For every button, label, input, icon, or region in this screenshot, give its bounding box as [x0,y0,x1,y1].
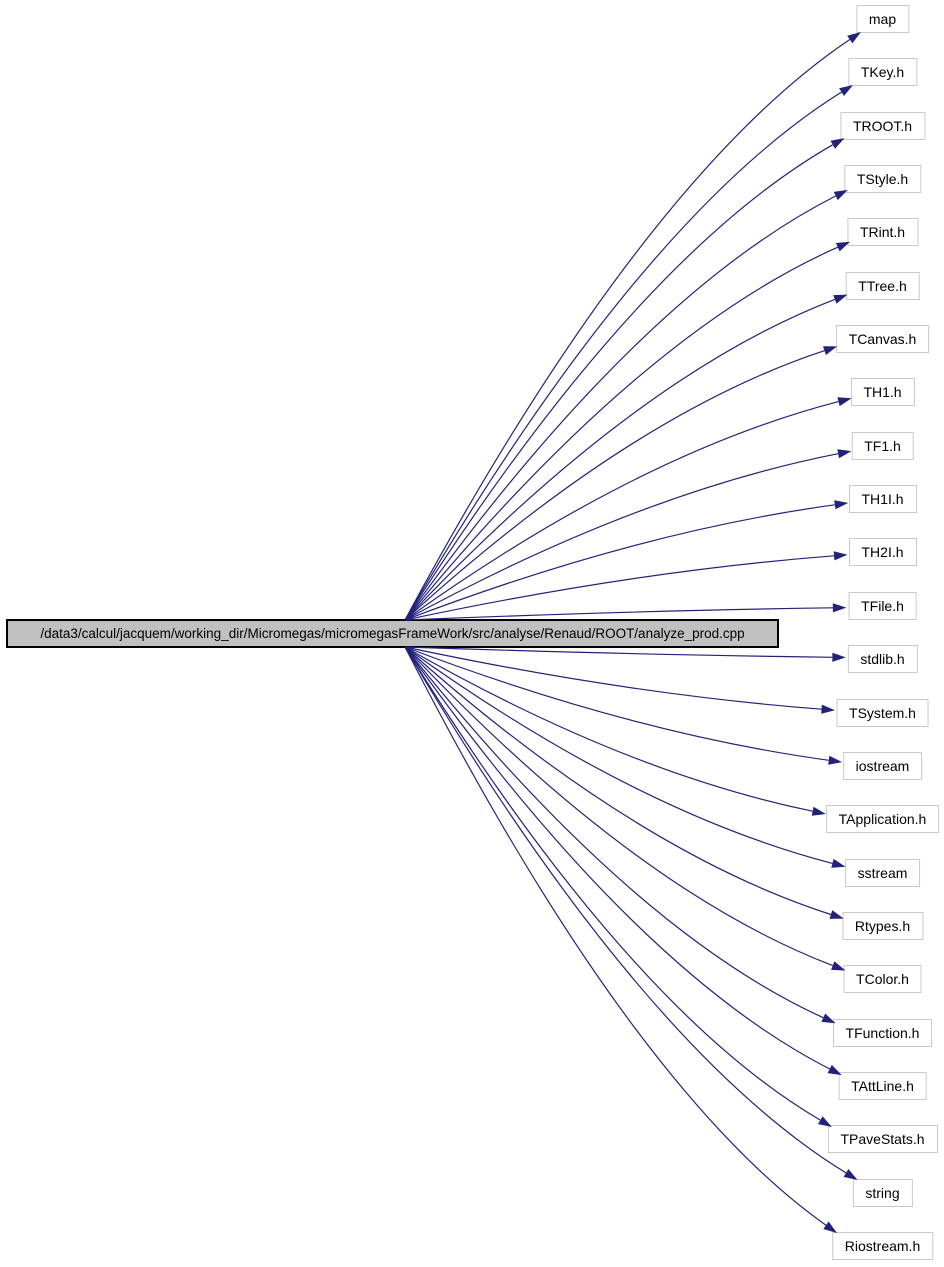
include-node-label: TSystem.h [849,705,916,721]
include-node-tkey-h[interactable] [848,58,917,86]
include-node-stdlib-h[interactable] [847,645,917,673]
include-edge [405,299,835,620]
source-file-label: /data3/calcul/jacquem/working_dir/Micromegas/micromegasFrameWork/src/analyse/Renaud/ROOT/analyze_prod.cpp [40,626,745,641]
include-node-th2i-h[interactable] [848,538,916,566]
arrowhead-icon [834,551,848,560]
include-edge [405,647,832,657]
include-node-label: TAttLine.h [851,1078,914,1094]
arrowhead-icon [831,859,845,868]
arrowhead-icon [821,705,835,714]
include-edge [405,196,836,620]
include-node-label: TTree.h [858,278,907,294]
arrowhead-icon [847,32,861,43]
include-node-tfile-h[interactable] [848,592,917,620]
include-node-riostream-h[interactable] [832,1232,933,1260]
include-node-sstream[interactable] [845,859,921,887]
include-node-label: TKey.h [860,64,905,80]
include-edge [405,505,835,620]
include-node-label: TCanvas.h [848,331,917,347]
include-node-tcanvas-h[interactable] [836,325,930,353]
include-edge [405,647,833,966]
include-node-map[interactable] [856,5,909,33]
include-node-label: TH2I.h [861,544,904,560]
include-node-label: stdlib.h [860,651,905,667]
include-edge [405,145,833,620]
include-node-label: TPaveStats.h [840,1131,925,1147]
include-node-label: iostream [855,758,910,774]
include-node-label: TH1I.h [861,491,904,507]
include-node-label: TF1.h [864,438,901,454]
include-node-string[interactable] [852,1179,912,1207]
include-node-ttree-h[interactable] [845,272,920,300]
include-node-tpavestats-h[interactable] [827,1125,937,1153]
include-node-tsystem-h[interactable] [836,699,929,727]
include-node-tfunction-h[interactable] [833,1019,933,1047]
arrowhead-icon [828,756,842,765]
include-node-label: string [865,1185,900,1201]
include-node-tf1-h[interactable] [851,432,914,460]
include-edge [405,647,813,811]
include-node-label: TFile.h [861,598,904,614]
include-node-label: Riostream.h [844,1238,921,1254]
include-node-th1-h[interactable] [850,378,914,406]
arrowhead-icon [833,603,847,612]
include-edge [405,402,839,620]
include-node-label: TApplication.h [838,811,927,827]
include-edge [405,647,830,1069]
include-node-label: TH1.h [863,384,902,400]
include-node-tstyle-h[interactable] [844,165,921,193]
include-edge [405,647,826,1225]
include-node-rtypes-h[interactable] [842,912,923,940]
arrowhead-icon [812,807,826,816]
arrowhead-icon [837,449,851,458]
include-node-label: TFunction.h [845,1025,920,1041]
include-node-label: TStyle.h [856,171,909,187]
arrowhead-icon [832,653,846,662]
include-edge [405,647,820,1120]
include-node-tattline-h[interactable] [838,1072,927,1100]
include-edge [405,647,829,760]
include-edge [405,92,842,620]
include-edge [405,556,834,620]
arrowhead-icon [839,85,853,96]
arrowhead-icon [834,500,848,509]
include-edge [405,647,831,915]
source-file-node [6,619,779,648]
include-edge [405,351,824,620]
include-node-label: TRint.h [859,224,906,240]
include-edge [405,247,838,620]
include-node-trint-h[interactable] [847,218,918,246]
include-node-label: Rtypes.h [854,918,911,934]
include-node-label: TROOT.h [852,118,913,134]
include-node-label: TColor.h [856,971,909,987]
include-node-th1i-h[interactable] [848,485,916,513]
include-edge [405,454,838,620]
include-edge [405,647,822,709]
include-node-label: map [868,11,897,27]
include-node-label: sstream [857,865,908,881]
include-edge [405,647,823,1018]
include-node-tapplication-h[interactable] [826,805,940,833]
include-edge [405,647,846,1173]
include-node-tcolor-h[interactable] [843,965,922,993]
include-edge [405,40,850,621]
include-node-iostream[interactable] [843,752,923,780]
include-node-troot-h[interactable] [840,112,925,140]
include-edge [405,647,833,863]
